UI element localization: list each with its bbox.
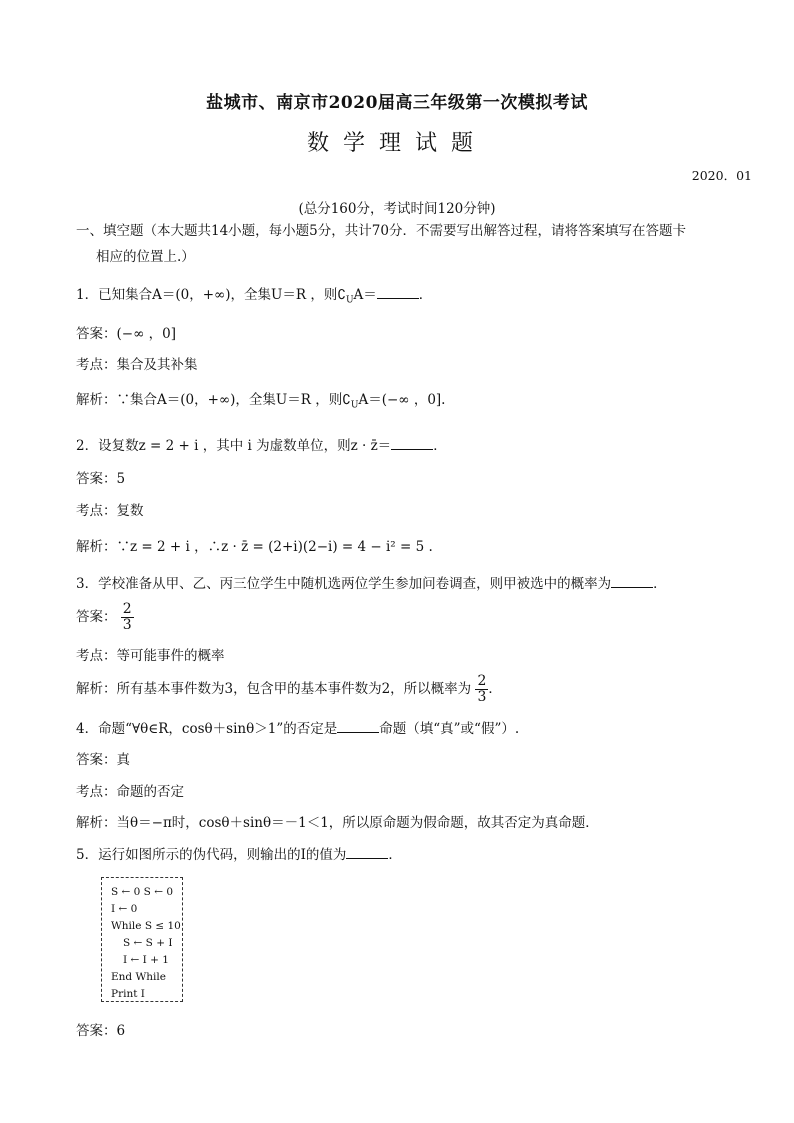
q4-stem	[76, 720, 519, 738]
q2-point: 考点：复数	[76, 503, 144, 519]
pseudocode-box	[101, 877, 183, 1002]
q4-point: 考点：命题的否定	[76, 784, 184, 800]
q5-answer-blank	[346, 846, 388, 859]
q3-analysis-text: 解析：所有基本事件数为3，包含甲的基本事件数为2，所以概率为	[76, 681, 472, 697]
q2-answer-blank	[391, 437, 433, 450]
q3-answer-denominator: 3	[122, 617, 132, 633]
q3-analysis	[76, 674, 502, 705]
q1-answer-blank	[377, 286, 419, 299]
exam-date: 2020．01	[691, 168, 752, 183]
q3-analysis-denominator: 3	[477, 689, 487, 705]
q3-stem-end: ．	[653, 576, 667, 592]
q2-stem-text: 2．设复数z = 2 + i ，其中 i 为虚数单位，则z · z̄＝	[76, 438, 392, 454]
q1-stem-text: 1．已知集合A＝(0，+∞)，全集U＝R ，则∁	[76, 287, 346, 303]
q1-analysis-text: 解析：∵集合A＝(0，+∞)，全集U＝R ，则∁	[76, 392, 351, 408]
code-line: Print I	[111, 988, 145, 1000]
code-line: I ← 0	[111, 903, 138, 915]
q3-answer-label: 答案：	[76, 609, 117, 625]
code-line: S ← S + I	[123, 937, 173, 949]
q3-stem-text: 3．学校准备从甲、乙、丙三位学生中随机选两位学生参加问卷调查，则甲被选中的概率为	[76, 576, 612, 592]
q3-analysis-numerator: 2	[477, 673, 487, 689]
q1-stem-sub: U	[345, 295, 354, 306]
q5-stem	[76, 846, 402, 864]
q3-answer	[76, 602, 134, 633]
code-line: I ← I + 1	[123, 954, 169, 966]
q1-stem-tail: A＝	[353, 287, 377, 303]
exam-subtitle: 数学理试题	[306, 131, 487, 156]
section-heading-line2: 相应的位置上.）	[96, 249, 195, 265]
q2-stem-end: ．	[433, 438, 447, 454]
q3-analysis-fraction	[475, 674, 488, 705]
q2-stem	[76, 437, 447, 455]
q5-stem-end: ．	[388, 847, 402, 863]
q1-analysis-sub: U	[350, 400, 359, 411]
q4-answer: 答案：真	[76, 752, 130, 768]
section-heading-line1: 一、填空题（本大题共14小题，每小题5分，共计70分．不需要写出解答过程，请将答案填写在答题卡	[76, 223, 686, 239]
q1-stem-end: ．	[418, 287, 433, 303]
q3-answer-blank	[611, 575, 653, 588]
q3-analysis-end: ．	[488, 681, 502, 697]
q1-answer: 答案：(−∞ ，0]	[76, 326, 176, 342]
q3-stem	[76, 575, 667, 593]
q1-analysis-tail: A＝(−∞ ，0].	[358, 392, 446, 408]
q1-analysis	[76, 391, 445, 415]
q3-answer-numerator: 2	[122, 601, 132, 617]
q5-stem-text: 5．运行如图所示的伪代码，则输出的I的值为	[76, 847, 347, 863]
q4-answer-blank	[337, 720, 379, 733]
exam-note: (总分160分，考试时间120分钟)	[298, 201, 496, 217]
code-line: While S ≤ 10	[111, 920, 181, 932]
q4-stem-tail: 命题（填“真”或“假”）.	[379, 721, 520, 737]
q3-point: 考点：等可能事件的概率	[76, 648, 225, 664]
code-line: S ← 0 S ← 0	[111, 886, 174, 898]
q4-stem-text: 4．命题“∀θ∈R，cosθ＋sinθ＞1”的否定是	[76, 721, 338, 737]
q2-analysis: 解析：∵z = 2 + i ，∴z · z̄ = (2+i)(2−i) = 4 − i² = 5 .	[76, 539, 433, 555]
q1-stem	[76, 286, 432, 310]
q2-answer: 答案：5	[76, 471, 126, 487]
q5-answer: 答案：6	[76, 1023, 126, 1039]
q4-analysis: 解析：当θ＝−π时，cosθ＋sinθ＝－1＜1，所以原命题为假命题，故其否定为真命题．	[76, 815, 599, 831]
code-line: End While	[111, 971, 166, 983]
q3-answer-fraction	[121, 602, 134, 633]
exam-title: 盐城市、南京市2020届高三年级第一次模拟考试	[206, 93, 588, 113]
q1-point: 考点：集合及其补集	[76, 357, 198, 373]
